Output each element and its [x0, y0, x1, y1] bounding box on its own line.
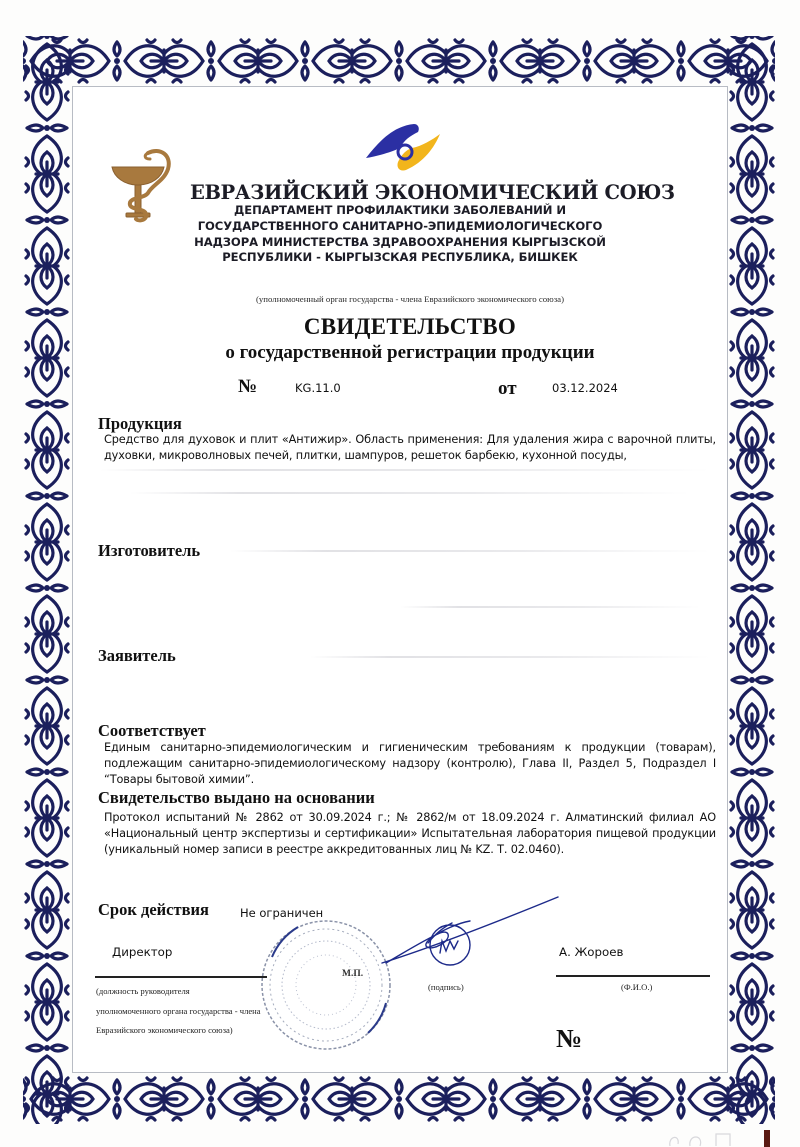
scan-artifact: [660, 1128, 770, 1147]
org-department: [180, 203, 620, 266]
conforms-label: Соответствует: [98, 721, 206, 740]
signature-note: (подпись): [428, 982, 464, 992]
authority-note: (уполномоченный орган государства - члена Евразийского экономического союза): [255, 294, 565, 304]
fio-note: (Ф.И.О.): [621, 982, 653, 992]
manufacturer-label: Изготовитель: [98, 541, 201, 560]
validity-label: Срок действия: [98, 900, 209, 919]
ornament-border-top: [23, 36, 775, 86]
date-from-label: от: [498, 378, 517, 399]
redacted-line: [400, 606, 700, 608]
bowl-of-hygieia-icon: [108, 145, 176, 225]
redacted-line: [130, 492, 690, 494]
ornament-border-right: [728, 36, 776, 1124]
basis-label: Свидетельство выдано на основании: [98, 788, 375, 807]
conforms-text: Единым санитарно-эпидемиологическим и гигиеническим требованиям к продукции (товарам), подлежащим санитарно-эпидемиологическому надзору (контролю), Глава II, Раздел 5, Подраздел I “Товары бытовой химии”.: [104, 741, 716, 786]
ornament-border-left: [23, 36, 71, 1124]
document-subtitle: о государственной регистрации продукции: [225, 342, 595, 363]
org-line: ДЕПАРТАМЕНТ ПРОФИЛАКТИКИ ЗАБОЛЕВАНИЙ И: [234, 203, 566, 217]
position-note-line: Евразийского экономического союза): [96, 1025, 233, 1035]
official-stamp: [258, 917, 394, 1053]
product-label: Продукция: [98, 414, 182, 433]
applicant-label: Заявитель: [98, 646, 176, 665]
signer-position: Директор: [112, 945, 173, 959]
position-note-line: (должность руководителя: [96, 986, 190, 996]
signer-name: А. Жороев: [559, 945, 624, 959]
eaeu-logo-icon: [362, 118, 444, 174]
redacted-line: [310, 656, 710, 658]
redacted-line: [230, 550, 710, 552]
basis-text: Протокол испытаний № 2862 от 30.09.2024 г.; № 2862/м от 18.09.2024 г. Алматинский филиал АО «Национальный центр экспертизы и сертификации» Испытательная лаборатория пищевой продукции (уникальный номер записи в реестре аккредитованных лиц № KZ. Т. 02.0460).: [104, 811, 716, 856]
product-text: Средство для духовок и плит «Антижир». Область применения: Для удаления жира с варочной плиты, духовки, микроволновых печей, плитки, шампуров, решеток барбекю, кухонной посуды,: [104, 433, 716, 462]
position-note: [96, 982, 261, 1041]
position-underline: [95, 976, 267, 978]
handwritten-signature: [380, 893, 560, 973]
org-line: НАДЗОРА МИНИСТЕРСТВА ЗДРАВООХРАНЕНИЯ КЫРГЫЗСКОЙ: [194, 234, 606, 249]
stamp-placeholder-label: М.П.: [342, 969, 364, 979]
org-line: РЕСПУБЛИКИ - КЫРГЫЗСКАЯ РЕСПУБЛИКА, БИШКЕК: [222, 250, 578, 265]
org-line: ГОСУДАРСТВЕННОГО САНИТАРНО-ЭПИДЕМИОЛОГИЧЕСКОГО: [197, 218, 603, 233]
redacted-line: [100, 469, 710, 471]
ornament-border-bottom: [23, 1074, 775, 1124]
certificate-number: KG.11.0: [295, 381, 341, 395]
name-underline: [556, 975, 710, 977]
document-title: СВИДЕТЕЛЬСТВО: [303, 314, 517, 339]
certificate-date: 03.12.2024: [552, 381, 618, 395]
number-sign: №: [238, 376, 258, 397]
org-title: ЕВРАЗИЙСКИЙ ЭКОНОМИЧЕСКИЙ СОЮЗ: [190, 181, 675, 204]
position-note-line: уполномоченного органа государства - члена: [96, 1005, 261, 1016]
form-number-sign: №: [556, 1024, 583, 1053]
validity-value: Не ограничен: [240, 906, 324, 920]
